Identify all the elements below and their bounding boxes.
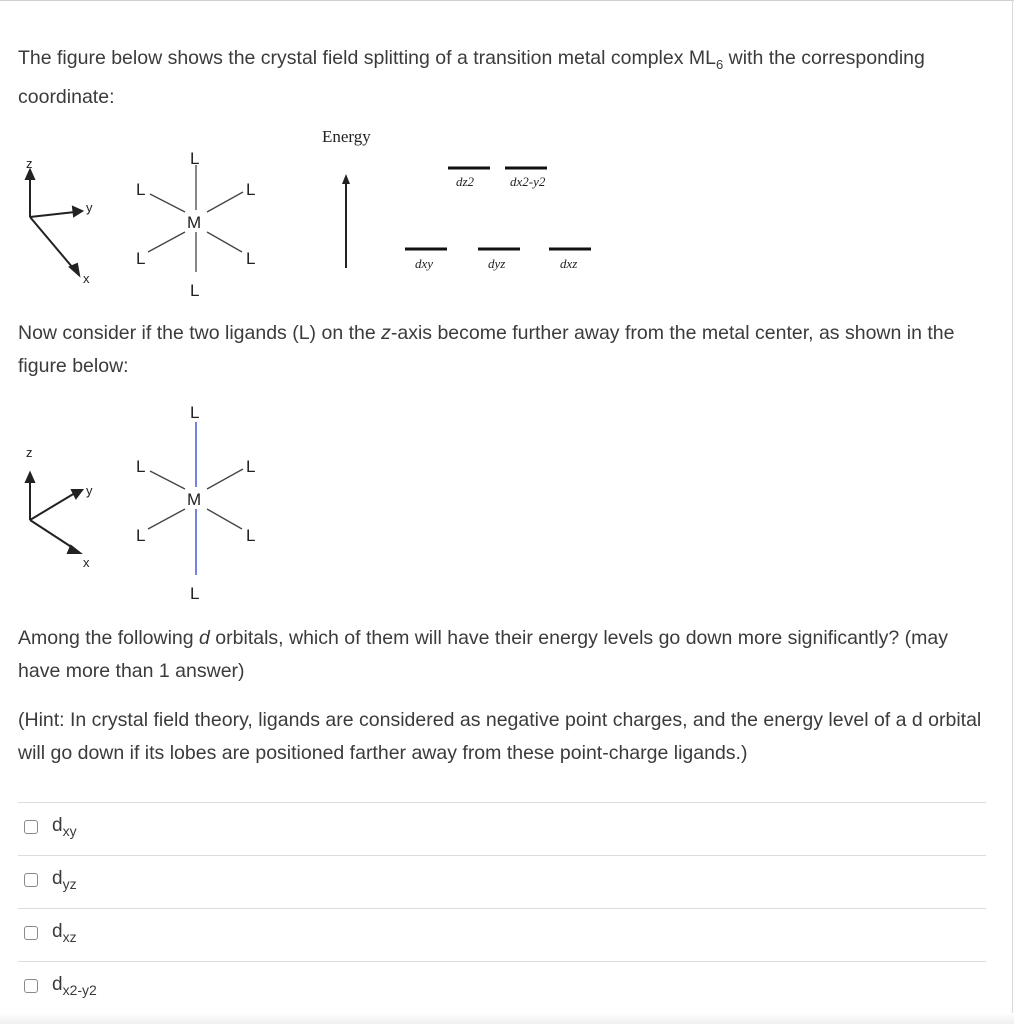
axis-z-label: z	[26, 156, 33, 171]
answer-options	[18, 802, 986, 1014]
ligand-lower-right: L	[246, 249, 256, 268]
option-dx2y2[interactable]	[18, 961, 986, 1014]
energy-label: Energy	[322, 127, 371, 146]
axis-x-label-2: x	[83, 555, 90, 570]
option-label-dyz: $d_{yz}$	[52, 868, 77, 892]
second-prefix: Now consider if the two ligands (L) on the	[18, 322, 382, 344]
second-suffix: -axis become further away from the metal center, as shown in the figure below:	[18, 322, 955, 377]
ask-prefix: Among the following	[18, 627, 200, 649]
ligand-upper-right: L	[246, 180, 256, 199]
ligand-upper-left-2: L	[136, 457, 146, 476]
second-paragraph	[18, 317, 993, 383]
orbital-label-dyz: dyz	[488, 256, 506, 271]
ligand-lower-left-2: L	[136, 526, 146, 545]
ask-paragraph	[18, 622, 993, 688]
coordinate-axes-2	[26, 473, 82, 553]
orbital-label-dz2: dz2	[456, 174, 475, 189]
orbital-label-dxz: dxz	[560, 256, 578, 271]
orbital-label-dx2y2: dx2-y2	[510, 174, 546, 189]
checkbox-dyz[interactable]	[24, 873, 38, 887]
ligand-lower-left: L	[136, 249, 146, 268]
checkbox-dx2y2[interactable]	[24, 979, 38, 993]
ligand-upper-left: L	[136, 180, 146, 199]
orbital-label-dxy: dxy	[415, 256, 434, 271]
ligand-upper-right-2: L	[246, 457, 256, 476]
ligand-top-2: L	[190, 403, 200, 422]
checkbox-dxy[interactable]	[24, 820, 38, 834]
ligand-bottom: L	[190, 281, 200, 300]
axis-y-label: y	[86, 200, 93, 215]
metal-label: M	[187, 213, 202, 232]
checkbox-dxz[interactable]	[24, 926, 38, 940]
option-label-dxz: $d_{xz}$	[52, 921, 77, 945]
ask-suffix: orbitals, which of them will have their energy levels go down more significantly? (may have more than 1 answer)	[18, 627, 948, 682]
hint-paragraph: (Hint: In crystal field theory, ligands are considered as negative point charges, and the energy level of a d orbital will go down if its lobes are positioned farther away from these point-charge ligands.)	[18, 709, 982, 764]
ligand-lower-right-2: L	[246, 526, 256, 545]
figure-elongated-complex	[0, 395, 300, 610]
axis-x-label: x	[83, 271, 90, 286]
axis-y-label-2: y	[86, 483, 93, 498]
energy-arrow	[342, 174, 350, 268]
intro-tail: with the corresponding coordinate:	[18, 47, 925, 108]
intro-paragraph	[18, 42, 993, 114]
intro-subscript: 6	[715, 56, 724, 72]
option-dyz[interactable]	[18, 855, 986, 908]
bottom-fade	[0, 1013, 1014, 1024]
second-axis: z	[381, 322, 391, 344]
intro-text: The figure below shows the crystal field splitting of a transition metal complex ML	[18, 47, 716, 69]
ligand-bottom-2: L	[190, 584, 200, 603]
figure-octahedral-splitting	[0, 120, 620, 305]
ask-d: d	[199, 627, 210, 649]
metal-label-2: M	[187, 490, 202, 509]
option-label-dxy: $d_{xy}$	[52, 815, 77, 839]
option-label-dx2y2: $d_{x2-y2}$	[52, 974, 97, 998]
axis-z-label-2: z	[26, 445, 33, 460]
coordinate-axes	[26, 170, 82, 275]
option-dxy[interactable]	[18, 802, 986, 855]
ligand-top: L	[190, 149, 200, 168]
option-dxz[interactable]	[18, 908, 986, 961]
